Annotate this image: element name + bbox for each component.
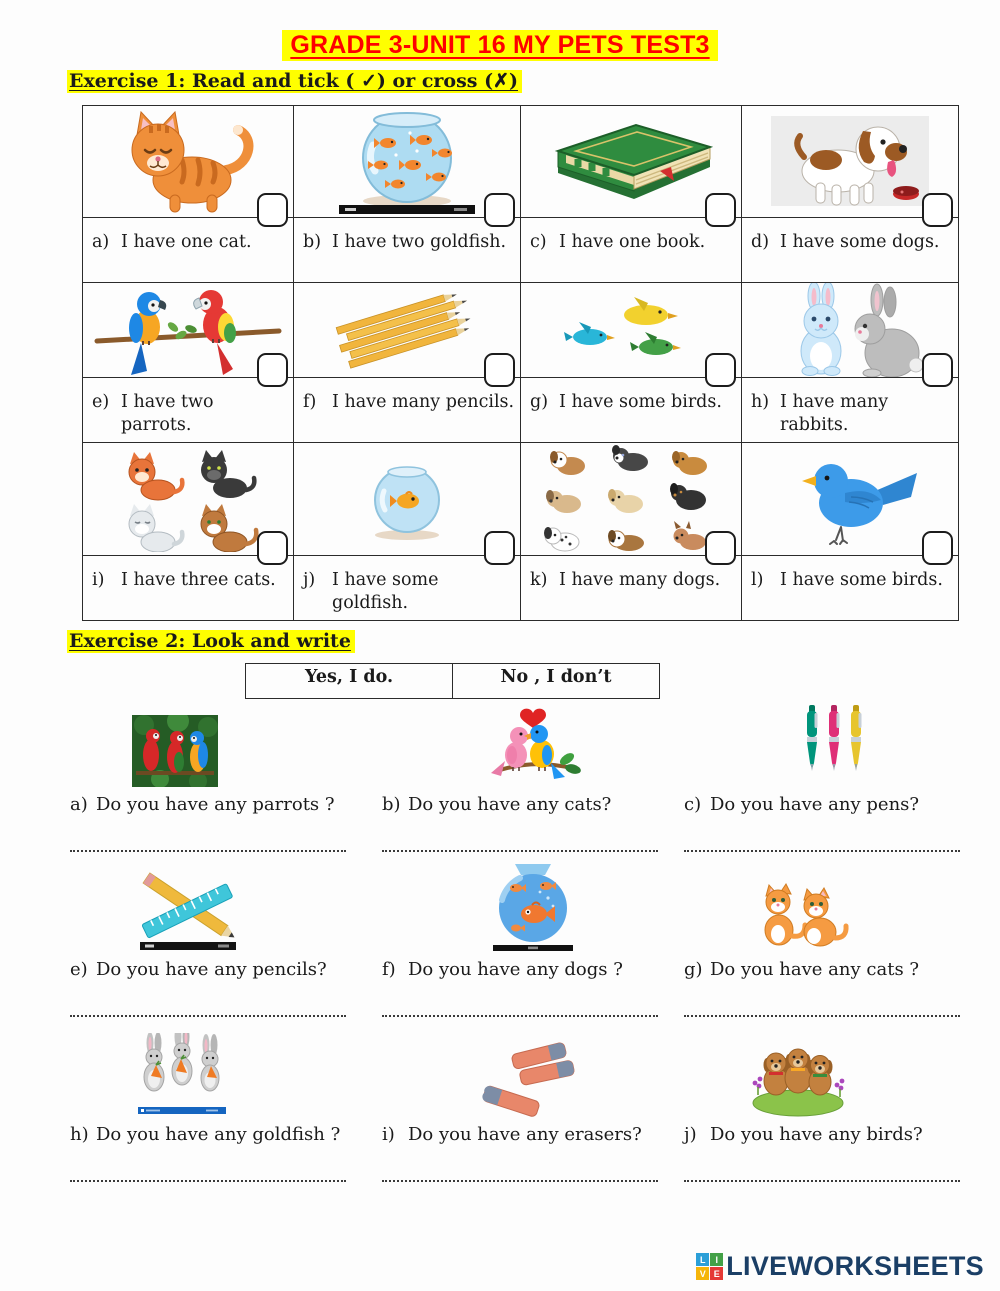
exercise2-grid xyxy=(70,703,982,1198)
answer-line-i[interactable] xyxy=(382,1178,658,1182)
item-letter: i) xyxy=(92,570,105,590)
ex1-image-cell-j xyxy=(294,443,521,556)
answer-line-c[interactable] xyxy=(684,848,960,852)
answer-line-f[interactable] xyxy=(382,1013,658,1017)
item-text: I have three cats. xyxy=(121,570,276,590)
item-text: Do you have any erasers? xyxy=(408,1124,642,1145)
item-text: I have one cat. xyxy=(121,232,252,252)
ex2-item-a xyxy=(70,703,382,868)
answer-line-j[interactable] xyxy=(684,1178,960,1182)
answer-checkbox-b[interactable] xyxy=(484,193,515,227)
answer-line-g[interactable] xyxy=(684,1013,960,1017)
three-erasers-image xyxy=(481,1041,585,1117)
item-text: I have two parrots. xyxy=(121,392,214,435)
item-letter: b) xyxy=(303,232,322,252)
ex1-text-cell-b xyxy=(294,218,521,283)
item-letter: c) xyxy=(530,232,547,252)
love-birds-image xyxy=(485,703,581,787)
item-text: Do you have any dogs ? xyxy=(408,959,623,980)
ex2-item-h xyxy=(70,1033,382,1198)
answer-checkbox-g[interactable] xyxy=(705,353,736,387)
answer-line-a[interactable] xyxy=(70,848,346,852)
answer-checkbox-i[interactable] xyxy=(257,531,288,565)
ex1-image-cell-g xyxy=(521,283,742,378)
ex2-item-j xyxy=(684,1033,982,1198)
item-letter: h) xyxy=(751,392,770,412)
answer-checkbox-l[interactable] xyxy=(922,531,953,565)
logo-tile-e: E xyxy=(710,1267,723,1280)
item-text: I have some birds. xyxy=(559,392,722,412)
exercise1-table xyxy=(82,105,959,621)
item-letter: e) xyxy=(70,959,88,980)
answer-line-b[interactable] xyxy=(382,848,658,852)
item-text: Do you have any pencils? xyxy=(96,959,327,980)
many-puppies-image xyxy=(536,443,726,555)
ex1-text-cell-l xyxy=(742,556,959,621)
ex1-image-cell-c xyxy=(521,106,742,218)
ex1-image-cell-k xyxy=(521,443,742,556)
ex2-item-i xyxy=(382,1033,684,1198)
answer-checkbox-k[interactable] xyxy=(705,531,736,565)
exercise2-heading: Exercise 2: Look and write xyxy=(67,630,355,653)
liveworksheets-logo xyxy=(696,1251,984,1282)
fishbowl-image xyxy=(490,862,576,952)
answer-line-h[interactable] xyxy=(70,1178,346,1182)
item-text: Do you have any pens? xyxy=(710,794,920,815)
item-text: I have many dogs. xyxy=(559,570,721,590)
ex2-item-g xyxy=(684,868,982,1033)
three-rabbits-image xyxy=(132,1033,232,1117)
item-text: Do you have any birds? xyxy=(710,1124,923,1145)
ex1-text-cell-g xyxy=(521,378,742,443)
liveworksheets-logo-icon xyxy=(696,1253,723,1280)
ex1-image-cell-e xyxy=(83,283,294,378)
ex1-text-cell-h xyxy=(742,378,959,443)
item-letter: c) xyxy=(684,794,702,815)
answer-checkbox-h[interactable] xyxy=(922,353,953,387)
goldfish-bowl-image xyxy=(318,107,496,217)
item-text: Do you have any parrots ? xyxy=(96,794,335,815)
item-text: I have two goldfish. xyxy=(332,232,507,252)
ex1-text-cell-j xyxy=(294,556,521,621)
yellow-pencils-image xyxy=(318,285,496,375)
item-letter: h) xyxy=(70,1124,89,1145)
item-letter: a) xyxy=(92,232,110,252)
ex1-image-cell-h xyxy=(742,283,959,378)
logo-text: LIVEWORKSHEETS xyxy=(726,1251,984,1281)
two-kittens-image xyxy=(746,880,850,952)
item-letter: k) xyxy=(530,570,548,590)
ex2-item-f xyxy=(382,868,684,1033)
blue-bird-image xyxy=(769,447,931,551)
one-cat-image xyxy=(112,110,264,214)
item-letter: f) xyxy=(303,392,317,412)
three-pens-image xyxy=(791,703,875,787)
exercise1-heading: Exercise 1: Read and tick ( ✓) or cross (✗) xyxy=(67,70,522,93)
item-letter: g) xyxy=(530,392,549,412)
no-option: No , I don’t xyxy=(500,667,612,687)
ex1-text-cell-i xyxy=(83,556,294,621)
ex2-item-c xyxy=(684,703,982,868)
three-puppies-image xyxy=(746,1041,850,1117)
ex1-text-cell-k xyxy=(521,556,742,621)
ex1-text-cell-d xyxy=(742,218,959,283)
item-text: I have one book. xyxy=(559,232,706,252)
ex1-image-cell-i xyxy=(83,443,294,556)
ex1-text-cell-e xyxy=(83,378,294,443)
ex1-text-cell-a xyxy=(83,218,294,283)
item-text: I have many pencils. xyxy=(332,392,515,412)
item-letter: j) xyxy=(684,1124,697,1145)
answer-checkbox-a[interactable] xyxy=(257,193,288,227)
logo-tile-l: L xyxy=(696,1253,709,1266)
item-letter: e) xyxy=(92,392,110,412)
answer-checkbox-j[interactable] xyxy=(484,531,515,565)
item-letter: b) xyxy=(382,794,401,815)
green-book-image xyxy=(540,113,722,211)
item-text: I have many rabbits. xyxy=(780,392,889,435)
ex1-image-cell-a xyxy=(83,106,294,218)
logo-tile-i: I xyxy=(710,1253,723,1266)
three-flying-birds-image xyxy=(548,289,714,371)
logo-tile-v: V xyxy=(696,1267,709,1280)
four-cats-image xyxy=(100,446,276,552)
item-text: I have some goldfish. xyxy=(332,570,439,613)
item-text: I have some dogs. xyxy=(780,232,940,252)
ex1-image-cell-d xyxy=(742,106,959,218)
item-text: Do you have any cats? xyxy=(408,794,612,815)
item-letter: d) xyxy=(751,232,770,252)
answer-options-box xyxy=(245,663,660,699)
dog-with-bowl-image xyxy=(766,113,934,211)
answer-checkbox-d[interactable] xyxy=(922,193,953,227)
parrots-photo-image xyxy=(132,715,218,787)
answer-checkbox-e[interactable] xyxy=(257,353,288,387)
small-fishbowl-image xyxy=(332,453,482,545)
two-rabbits-image xyxy=(764,283,936,377)
ex1-image-cell-f xyxy=(294,283,521,378)
answer-checkbox-f[interactable] xyxy=(484,353,515,387)
item-letter: i) xyxy=(382,1124,395,1145)
ex1-image-cell-b xyxy=(294,106,521,218)
ex1-text-cell-c xyxy=(521,218,742,283)
item-letter: j) xyxy=(303,570,316,590)
page-title: GRADE 3-UNIT 16 MY PETS TEST3 xyxy=(282,30,717,61)
item-text: Do you have any cats ? xyxy=(710,959,920,980)
answer-checkbox-c[interactable] xyxy=(705,193,736,227)
ruler-and-pencil-image xyxy=(132,872,244,952)
answer-line-e[interactable] xyxy=(70,1013,346,1017)
item-text: Do you have any goldfish ? xyxy=(96,1124,341,1145)
yes-option: Yes, I do. xyxy=(246,664,453,698)
item-letter: f) xyxy=(382,959,396,980)
item-letter: g) xyxy=(684,959,703,980)
item-text: I have some birds. xyxy=(780,570,943,590)
ex1-image-cell-l xyxy=(742,443,959,556)
item-letter: a) xyxy=(70,794,88,815)
ex2-item-b xyxy=(382,703,684,868)
item-letter: l) xyxy=(751,570,764,590)
ex1-text-cell-f xyxy=(294,378,521,443)
ex2-item-e xyxy=(70,868,382,1033)
